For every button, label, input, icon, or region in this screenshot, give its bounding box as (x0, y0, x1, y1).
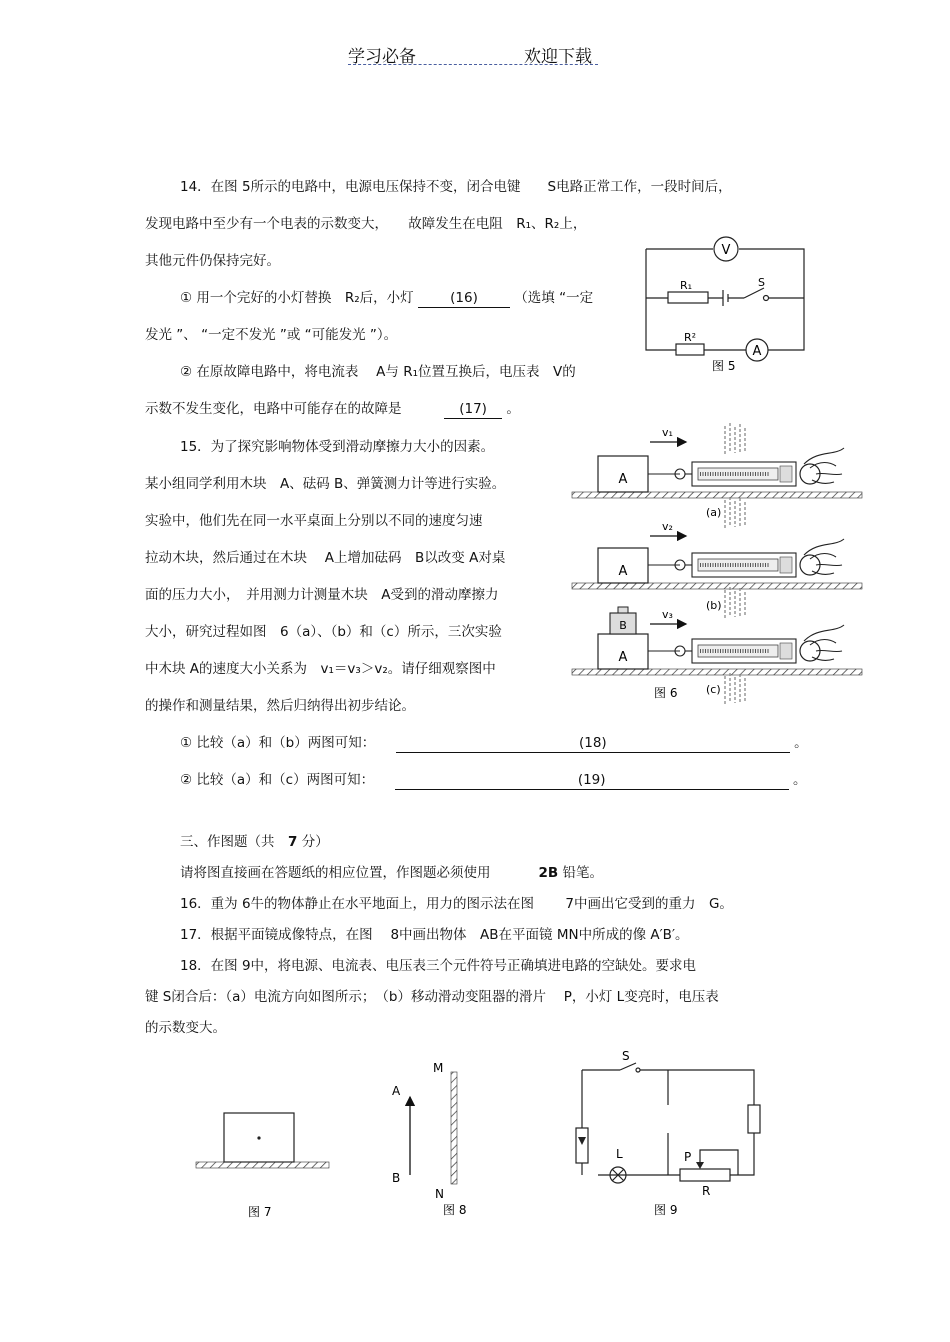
q15-line4: 拉动木块，然后通过在木块 A上增加砝码 B以改变 A对桌 (145, 550, 506, 566)
q15-line5: 面的压力大小， 并用测力计测量木块 A受到的滑动摩擦力 (145, 587, 499, 603)
fig7-caption: 图 7 (248, 1205, 272, 1219)
q15-conclusion-1-text: ① 比较（a）和（b）两图可知： (180, 735, 376, 751)
figure-8-mirror (385, 1055, 485, 1220)
fig5-r2-icon (676, 344, 704, 355)
q15-line1: 15．为了探究影响物体受到滑动摩擦力大小的因素。 (180, 439, 495, 455)
fig9-gap-left (576, 1128, 588, 1163)
q14-line4-a: ① 用一个完好的小灯替换 R₂后，小灯 (180, 290, 414, 306)
fig5-outer-wire (646, 249, 804, 350)
q15-conclusion-2 (180, 771, 806, 790)
q14-line3: 其他元件仍保持完好。 (145, 253, 280, 269)
fig9-switch-icon (620, 1063, 636, 1070)
fig5-label-s: S (758, 276, 765, 289)
figure-7-block (196, 1105, 336, 1220)
fig5-label-a: A (752, 344, 762, 359)
fig5-switch-icon (744, 288, 764, 298)
figure-6-friction (570, 420, 870, 710)
section3-title-c: 分） (297, 834, 329, 850)
q15-conclusion-1-end: 。 (794, 735, 808, 751)
q15-conclusion-2-text: ② 比较（a）和（c）两图可知： (180, 772, 375, 788)
fig9-rheostat-icon (680, 1169, 730, 1181)
q14-line4-b: （选填 “一定 (514, 290, 594, 306)
blank-19[interactable]: (19) (395, 771, 789, 790)
fig5-caption: 图 5 (712, 359, 736, 373)
figure-5-circuit (640, 232, 810, 377)
section3-note-pencil: 2B (538, 865, 559, 881)
fig9-label-p: P (684, 1150, 692, 1164)
section3-title-a: 三、作图题（共 (180, 834, 288, 850)
fig8-caption: 图 8 (443, 1203, 467, 1217)
fig9-label-l: L (616, 1147, 623, 1161)
fig9-gap-right (748, 1105, 760, 1133)
q18-line2: 键 S闭合后：（a）电流方向如图所示； （b）移动滑动变阻器的滑片 P，小灯 L变亮时，电压表 (145, 989, 719, 1005)
q15-conclusion-1 (180, 734, 808, 753)
fig8-label-m: M (433, 1061, 444, 1075)
q14-line1: 14．在图 5所示的电路中，电源电压保持不变，闭合电键 S电路正常工作，一段时间后， (180, 179, 732, 195)
q14-line5: 发光 ”、 “一定不发光 ”或 “可能发光 ”）。 (145, 327, 398, 343)
section3-note-c: 铅笔。 (558, 865, 603, 881)
blank-17[interactable]: (17) (444, 400, 502, 419)
fig6-block-a-2: A (618, 564, 628, 579)
fig6-label-c: (c) (706, 683, 721, 696)
section3-title-score: 7 (288, 834, 298, 850)
fig9-left-branch (582, 1070, 668, 1175)
q15-line7: 中木块 A的速度大小关系为 v₁＝v₃＞v₂。请仔细观察图中 (145, 661, 496, 677)
q14-line4 (180, 289, 593, 308)
q15-line8: 的操作和测量结果，然后归纳得出初步结论。 (145, 698, 415, 714)
fig6-block-a-1: A (618, 472, 628, 487)
section3-note-a: 请将图直接画在答题纸的相应位置，作图题必须使用 (180, 865, 491, 881)
section3-note (180, 864, 603, 882)
q14-line6: ② 在原故障电路中，将电流表 A与 R₁位置互换后，电压表 V的 (180, 364, 576, 380)
section3-title (180, 833, 329, 851)
q18-line3: 的示数变大。 (145, 1020, 226, 1036)
fig6-v3: v₃ (662, 608, 673, 621)
fig8-label-a: A (392, 1084, 401, 1098)
fig7-center-dot (257, 1136, 260, 1139)
fig6-block-b: B (619, 619, 627, 632)
fig9-slider-p-icon (696, 1162, 704, 1169)
fig6-label-b: (b) (706, 599, 722, 612)
fig5-label-v: V (721, 243, 731, 258)
q14-line7-b: 。 (506, 401, 520, 417)
q15-line2: 某小组同学利用木块 A、砝码 B、弹簧测力计等进行实验。 (145, 476, 506, 492)
q15-line6: 大小，研究过程如图 6（a）、（b）和（c）所示，三次实验 (145, 624, 502, 640)
fig5-label-r2: R² (684, 331, 697, 344)
fig8-mirror-mn (451, 1072, 457, 1184)
fig6-block-a-3: A (618, 650, 628, 665)
fig7-ground (196, 1162, 329, 1168)
q18-line1: 18．在图 9中，将电源、电流表、电压表三个元件符号正确填进电路的空缺处。要求电 (180, 958, 697, 974)
q16-text: 16．重为 6牛的物体静止在水平地面上，用力的图示法在图 7中画出它受到的重力 G。 (180, 896, 733, 912)
fig6-v2: v₂ (662, 520, 673, 533)
fig8-label-b: B (392, 1171, 401, 1185)
blank-18[interactable]: (18) (396, 734, 790, 753)
q14-line7-a: 示数不发生变化，电路中可能存在的故障是 (145, 401, 402, 417)
header-divider (348, 64, 598, 65)
q17-text: 17．根据平面镜成像特点，在图 8中画出物体 AB在平面镜 MN中所成的像 A′B′。 (180, 927, 689, 943)
fig5-label-r1: R₁ (680, 279, 693, 292)
fig6-v1: v₁ (662, 426, 673, 439)
q14-line7 (145, 400, 520, 419)
header-right: 欢迎下载 (524, 47, 592, 67)
fig6-caption: 图 6 (654, 686, 678, 700)
header-left: 学习必备 (348, 47, 416, 67)
fig9-caption: 图 9 (654, 1203, 678, 1217)
q15-line3: 实验中，他们先在同一水平桌面上分别以不同的速度匀速 (145, 513, 483, 529)
q14-line2: 发现电路中至少有一个电表的示数变大， 故障发生在电阻 R₁、R₂上， (145, 216, 587, 232)
fig8-label-n: N (435, 1187, 444, 1201)
fig5-battery-icon (723, 290, 728, 306)
fig5-r1-icon (668, 292, 708, 303)
figure-9-circuit (570, 1045, 770, 1220)
fig9-label-r: R (702, 1184, 711, 1198)
blank-16[interactable]: (16) (418, 289, 510, 308)
fig9-label-s: S (622, 1049, 630, 1063)
q15-conclusion-2-end: 。 (792, 772, 807, 788)
fig6-label-a: (a) (706, 506, 722, 519)
